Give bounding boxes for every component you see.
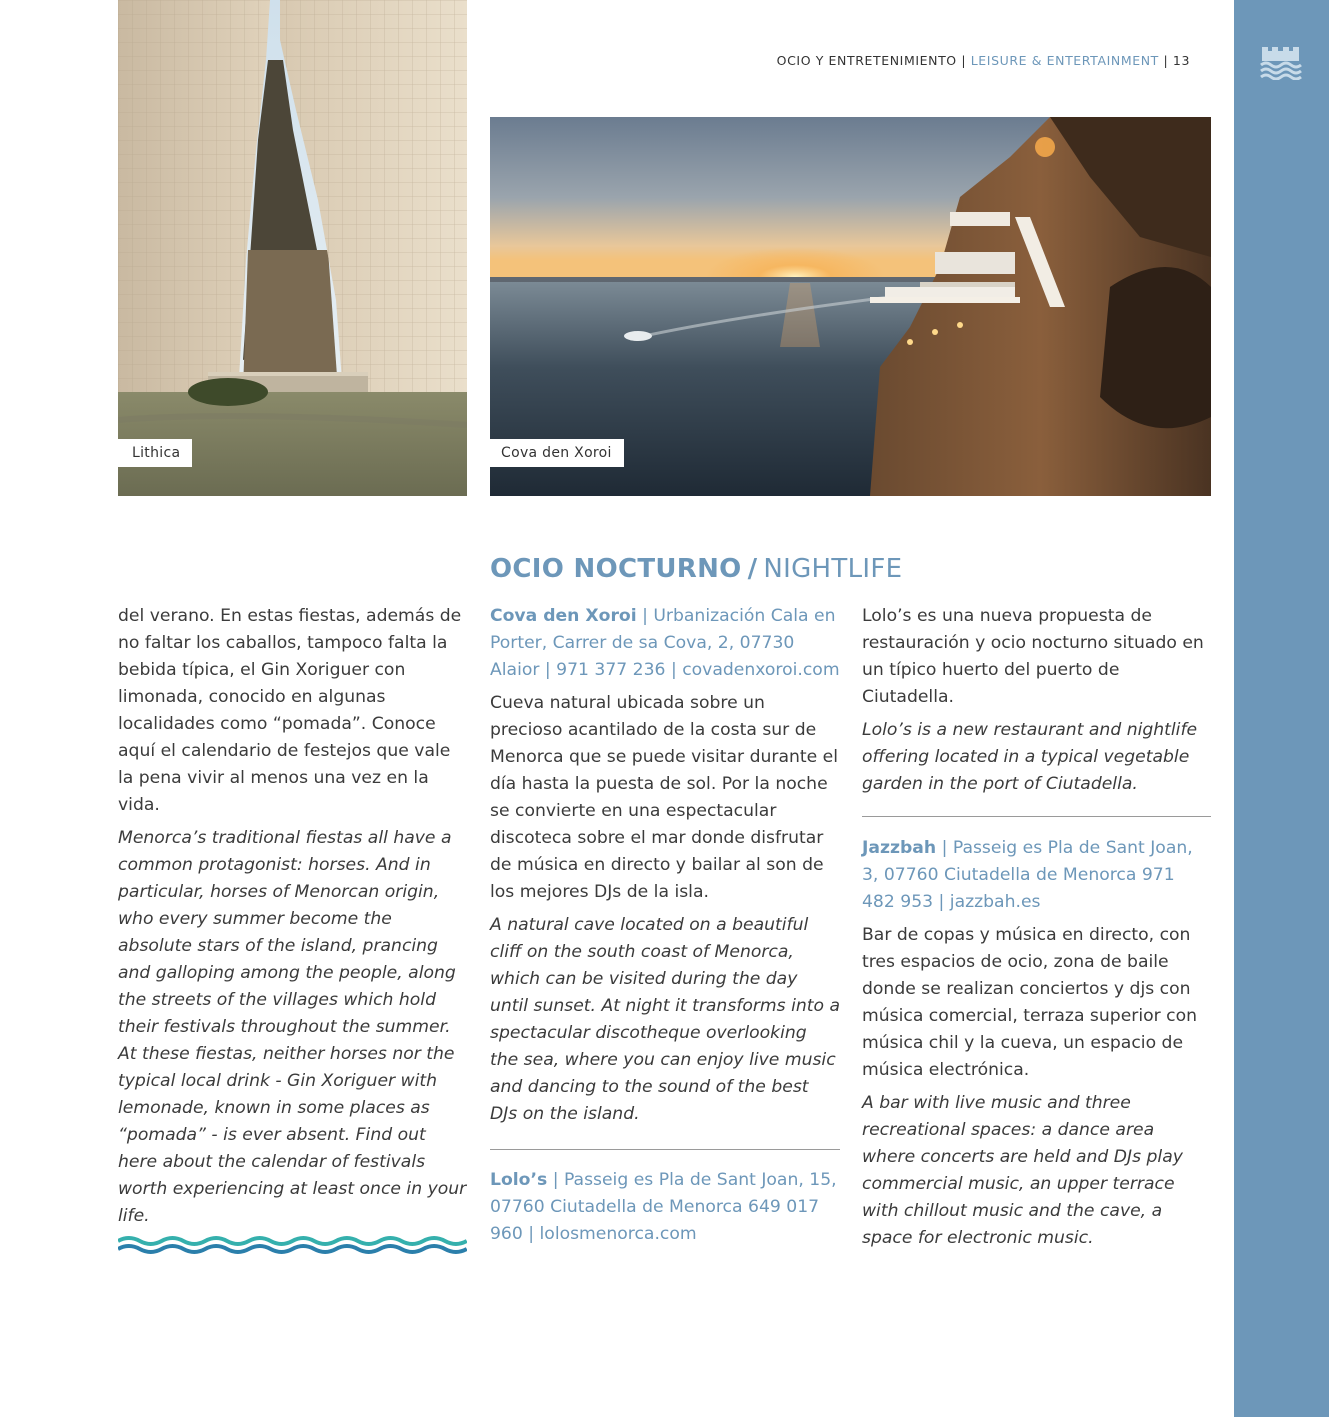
column-2 bbox=[490, 603, 840, 1254]
column-3 bbox=[862, 603, 1211, 1258]
jazzbah-text-es: Bar de copas y música en directo, con tres espacios de ocio, zona de baile donde se realizan conciertos y djs con música comercial, terraza superior con música chil y la cueva, un espacio de música electrónica. bbox=[862, 925, 1198, 1080]
side-band bbox=[1234, 0, 1329, 1417]
lithica-photo bbox=[118, 0, 467, 496]
castle-waves-logo-icon bbox=[1259, 44, 1303, 80]
section-title bbox=[490, 554, 902, 584]
header-divider: | bbox=[961, 53, 967, 68]
photo-caption-cova-den-xoroi: Cova den Xoroi bbox=[490, 439, 624, 467]
divider-rule bbox=[490, 1149, 840, 1150]
venue-name-lolos: Lolo’s bbox=[490, 1170, 548, 1190]
lolos-text-es: Lolo’s es una nueva propuesta de restauración y ocio nocturno situado en un típico huerto del puerto de Ciutadella. bbox=[862, 606, 1204, 707]
venue-details-jazzbah: | Passeig es Pla de Sant Joan, 3, 07760 Ciutadella de Menorca 971 482 953 | jazzbah.es bbox=[862, 838, 1193, 912]
cova-den-xoroi-photo bbox=[490, 117, 1211, 496]
page-number: 13 bbox=[1172, 53, 1190, 68]
header-section-en: LEISURE & ENTERTAINMENT bbox=[970, 53, 1159, 68]
venue-jazzbah-info bbox=[862, 835, 1211, 916]
venue-lolos-info bbox=[490, 1167, 840, 1248]
running-header bbox=[777, 53, 1190, 68]
venue-cova-den-xoroi-info bbox=[490, 603, 840, 684]
section-title-es: OCIO NOCTURNO bbox=[490, 554, 742, 584]
venue-details-lolos: | Passeig es Pla de Sant Joan, 15, 07760 Ciutadella de Menorca 649 017 960 | lolosmenorca.com bbox=[490, 1170, 837, 1244]
photo-caption-lithica: Lithica bbox=[118, 439, 192, 467]
venue-name-cova-den-xoroi: Cova den Xoroi bbox=[490, 606, 637, 626]
cova-den-xoroi-text-en: A natural cave located on a beautiful cliff on the south coast of Menorca, which can be visited during the day until sunset. At night it transforms into a spectacular discotheque overlooking the sea, where you can enjoy live music and dancing to the sound of the best DJs on the island. bbox=[490, 915, 840, 1124]
festivals-text-en: Menorca’s traditional fiestas all have a common protagonist: horses. And in particular, horses of Menorcan origin, who every summer become the absolute stars of the island, prancing and galloping among the people, along the streets of the villages which hold their festivals throughout the summer. At these fiestas, neither horses nor the typical local drink - Gin Xoriguer with lemonade, known in some places as “pomada” - is ever absent. Find out here about the calendar of festivals worth experiencing at least once in your life. bbox=[118, 828, 467, 1226]
section-title-en: NIGHTLIFE bbox=[763, 554, 903, 584]
lolos-text-en: Lolo’s is a new restaurant and nightlife offering located in a typical vegetable garden in the port of Ciutadella. bbox=[862, 720, 1198, 794]
jazzbah-text-en: A bar with live music and three recreational spaces: a dance area where concerts are held and DJs play commercial music, an upper terrace with chillout music and the cave, a space for electronic music. bbox=[862, 1093, 1183, 1248]
divider-rule bbox=[862, 816, 1211, 817]
wave-divider-icon bbox=[118, 1234, 467, 1256]
venue-details-cova-den-xoroi: | Urbanización Cala en Porter, Carrer de sa Cova, 2, 07730 Alaior | 971 377 236 | covadenxoroi.com bbox=[490, 606, 840, 680]
venue-name-jazzbah: Jazzbah bbox=[862, 838, 937, 858]
header-divider-2: | bbox=[1163, 53, 1169, 68]
festivals-text-es: del verano. En estas fiestas, además de no faltar los caballos, tampoco falta la bebida típica, el Gin Xoriguer con limonada, conocido en algunas localidades como “pomada”. Conoce aquí el calendario de festejos que vale la pena vivir al menos una vez en la vida. bbox=[118, 606, 462, 815]
column-1 bbox=[118, 603, 467, 1236]
cova-den-xoroi-text-es: Cueva natural ubicada sobre un precioso acantilado de la costa sur de Menorca que se puede visitar durante el día hasta la puesta de sol. Por la noche se convierte en una espectacular discoteca sobre el mar donde disfrutar de música en directo y bailar al son de los mejores DJs de la isla. bbox=[490, 693, 839, 902]
header-section-es: OCIO Y ENTRETENIMIENTO bbox=[776, 53, 957, 68]
section-title-separator: / bbox=[747, 554, 758, 584]
